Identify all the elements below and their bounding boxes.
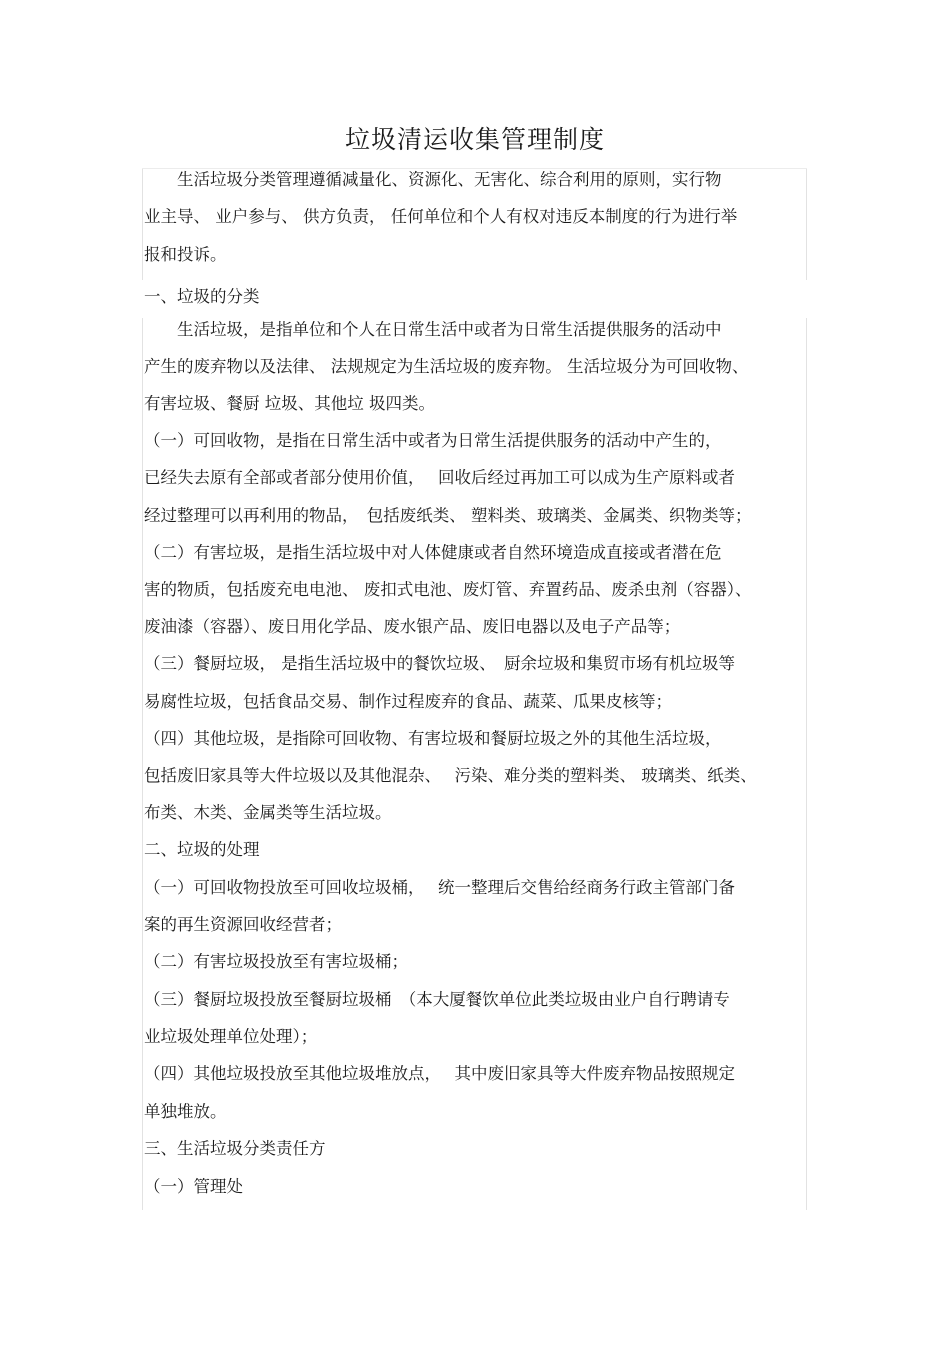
right-rule-top bbox=[806, 168, 807, 280]
left-rule-top bbox=[142, 168, 143, 280]
body-line: 包括废旧家具等大件垃圾以及其他混杂、 污染、难分类的塑料类、 玻璃类、纸类、 bbox=[144, 766, 757, 785]
body-line: 报和投诉。 bbox=[144, 245, 227, 264]
body-line: （一）可回收物，是指在日常生活中或者为日常生活提供服务的活动中产生的， bbox=[144, 431, 722, 450]
body-line: （四）其他垃圾，是指除可回收物、有害垃圾和餐厨垃圾之外的其他生活垃圾， bbox=[144, 729, 722, 748]
left-rule-main bbox=[142, 318, 143, 1210]
body-line: （一）可回收物投放至可回收垃圾桶， 统一整理后交售给经商务行政主管部门备 bbox=[144, 878, 735, 897]
body-line: 易腐性垃圾，包括食品交易、制作过程废弃的食品、蔬菜、瓜果皮核等； bbox=[144, 692, 672, 711]
body-line: （四）其他垃圾投放至其他垃圾堆放点， 其中废旧家具等大件废弃物品按照规定 bbox=[144, 1064, 735, 1083]
body-line: 生活垃圾，是指单位和个人在日常生活中或者为日常生活提供服务的活动中 bbox=[144, 320, 722, 339]
body-line: （三）餐厨垃圾投放至餐厨垃圾桶 （本大厦餐饮单位此类垃圾由业户自行聘请专 bbox=[144, 990, 730, 1009]
body-line: 害的物质，包括废充电电池、 废扣式电池、废灯管、弃置药品、废杀虫剂（容器）、 bbox=[144, 580, 752, 599]
body-line: （三）餐厨垃圾， 是指生活垃圾中的餐饮垃圾、 厨余垃圾和集贸市场有机垃圾等 bbox=[144, 654, 735, 673]
body-line: 布类、木类、金属类等生活垃圾。 bbox=[144, 803, 392, 822]
body-line: 经过整理可以再利用的物品， 包括废纸类、 塑料类、玻璃类、金属类、织物类等； bbox=[144, 506, 752, 525]
body-line: 产生的废弃物以及法律、 法规规定为生活垃圾的废弃物。 生活垃圾分为可回收物、 bbox=[144, 357, 749, 376]
body-line: 有害垃圾、餐厨 垃圾、其他垃 圾四类。 bbox=[144, 394, 435, 413]
body-line: 生活垃圾分类管理遵循减量化、资源化、无害化、综合利用的原则，实行物 bbox=[144, 170, 722, 189]
body-line: 废油漆（容器）、废日用化学品、废水银产品、废旧电器以及电子产品等； bbox=[144, 617, 681, 636]
right-rule-main bbox=[806, 318, 807, 1210]
section-heading: 三、生活垃圾分类责任方 bbox=[144, 1139, 326, 1158]
body-line: （二）有害垃圾投放至有害垃圾桶； bbox=[144, 952, 408, 971]
section-heading: 一、垃圾的分类 bbox=[144, 287, 260, 306]
body-line: （二）有害垃圾，是指生活垃圾中对人体健康或者自然环境造成直接或者潜在危 bbox=[144, 543, 722, 562]
body-line: 业主导、 业户参与、 供方负责， 任何单位和个人有权对违反本制度的行为进行举 bbox=[144, 207, 738, 226]
body-line: （一）管理处 bbox=[144, 1177, 243, 1196]
page-title: 垃圾清运收集管理制度 bbox=[344, 125, 605, 154]
body-line: 案的再生资源回收经营者； bbox=[144, 915, 342, 934]
section-heading: 二、垃圾的处理 bbox=[144, 840, 260, 859]
body-line: 已经失去原有全部或者部分使用价值， 回收后经过再加工可以成为生产原料或者 bbox=[144, 468, 735, 487]
body-line: 业垃圾处理单位处理）； bbox=[144, 1027, 318, 1046]
body-line: 单独堆放。 bbox=[144, 1102, 227, 1121]
